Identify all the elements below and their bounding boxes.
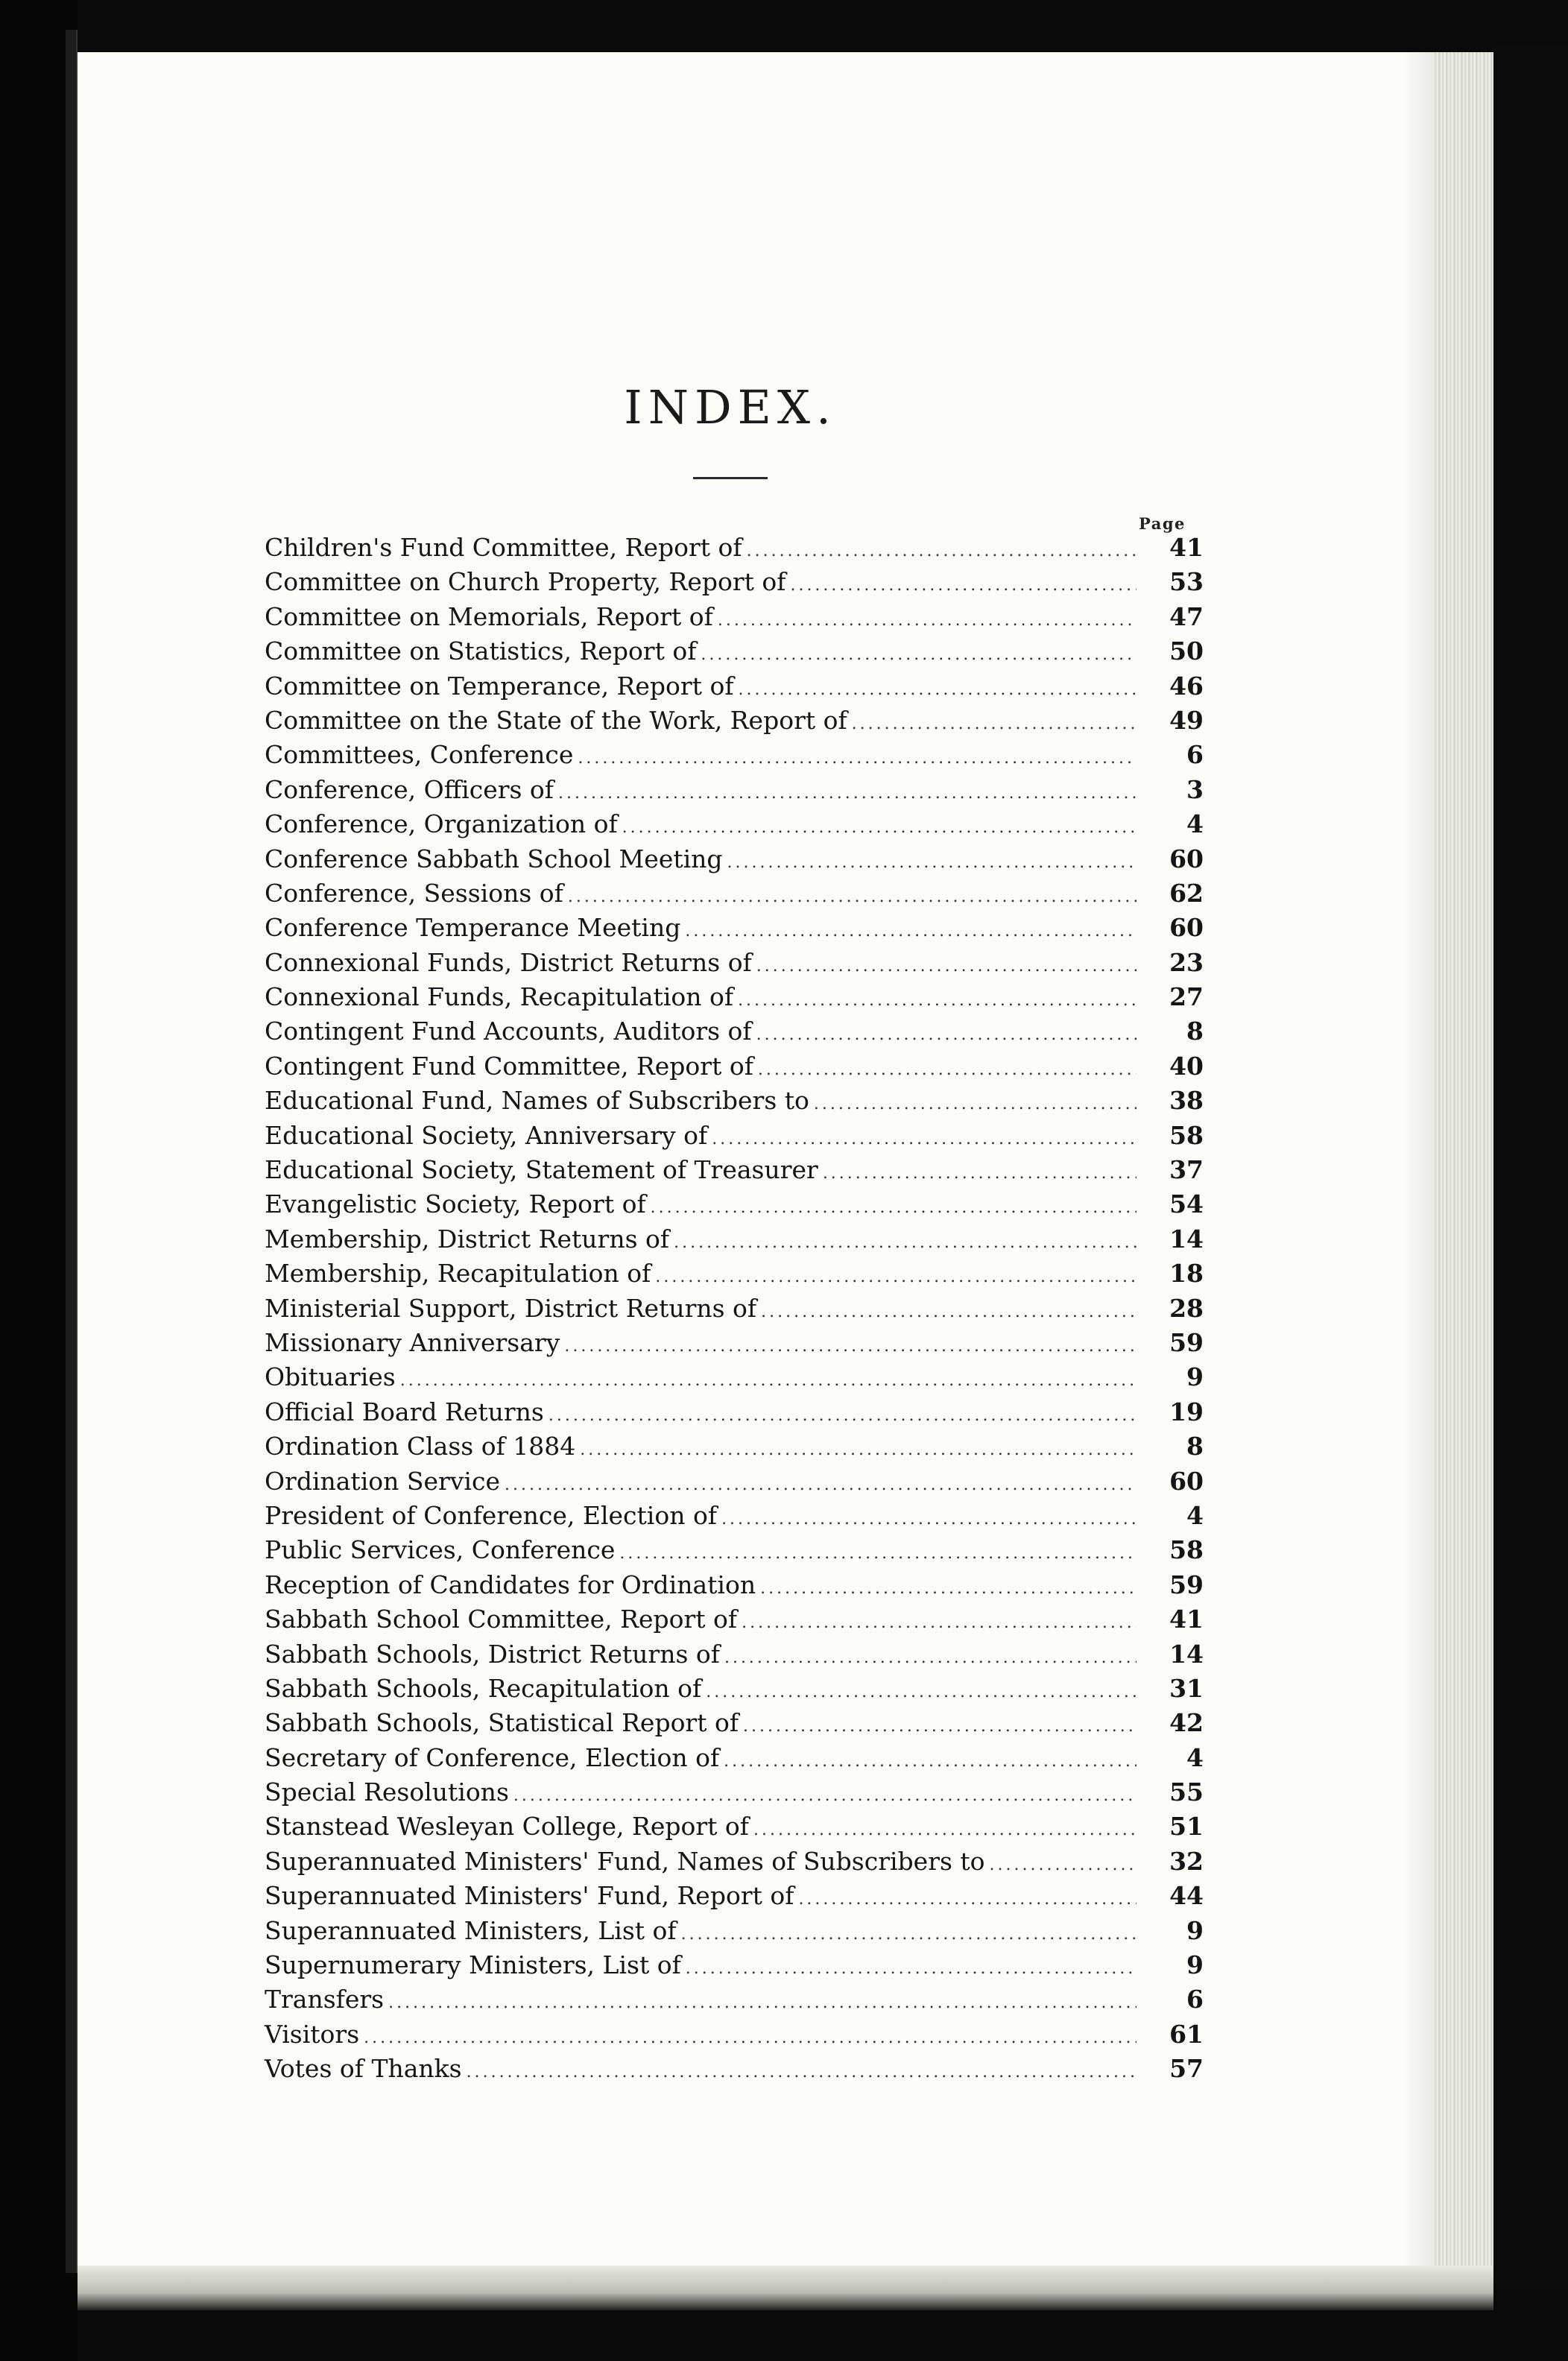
dot-leader xyxy=(823,1157,1137,1191)
index-entry-page: 14 xyxy=(1169,1639,1204,1669)
index-entry-label: Ordination Class of 1884 xyxy=(265,1432,576,1461)
index-entry xyxy=(265,1326,1204,1360)
dot-leader xyxy=(655,1260,1137,1295)
dot-leader xyxy=(756,1018,1137,1052)
index-entry-label: Public Services, Conference xyxy=(265,1535,616,1565)
index-entry-label: Ordination Service xyxy=(265,1466,500,1496)
index-entry-label: Sabbath Schools, Recapitulation of xyxy=(265,1673,702,1703)
index-entry-label: President of Conference, Election of xyxy=(265,1500,718,1530)
index-entry-page: 59 xyxy=(1169,1570,1204,1599)
index-entry-label: Obituaries xyxy=(265,1362,396,1392)
index-entry xyxy=(265,531,1204,565)
index-entry-page: 49 xyxy=(1169,705,1204,735)
dot-leader xyxy=(580,1433,1137,1467)
dot-leader xyxy=(758,1053,1137,1087)
index-entry-label: Transfers xyxy=(265,1985,385,2014)
index-entry-label: Educational Fund, Names of Subscribers to xyxy=(265,1086,809,1116)
dot-leader xyxy=(790,569,1137,603)
index-entry-page: 4 xyxy=(1186,1742,1204,1772)
index-entry-label: Conference, Sessions of xyxy=(265,878,563,908)
index-entry xyxy=(265,1084,1204,1118)
index-entry-page: 57 xyxy=(1169,2054,1204,2084)
index-entry-label: Superannuated Ministers' Fund, Report of xyxy=(265,1881,794,1911)
dot-leader xyxy=(467,2055,1137,2090)
index-entry-page: 3 xyxy=(1186,774,1204,804)
index-entry-page: 55 xyxy=(1169,1777,1204,1807)
index-entry-page: 44 xyxy=(1169,1881,1204,1911)
index-entry-label: Evangelistic Society, Report of xyxy=(265,1189,646,1219)
index-entry-page: 51 xyxy=(1169,1812,1204,1842)
index-entry-page: 19 xyxy=(1169,1397,1204,1426)
dot-leader xyxy=(761,1295,1137,1330)
dot-leader xyxy=(622,811,1137,845)
index-entry-page: 6 xyxy=(1186,740,1204,770)
index-entry-label: Educational Society, Statement of Treasurer xyxy=(265,1155,818,1185)
dot-leader xyxy=(549,1399,1137,1433)
index-entry xyxy=(265,1672,1204,1706)
index-entry-page: 9 xyxy=(1186,1950,1204,1980)
index-entry xyxy=(265,704,1204,738)
index-entry-page: 62 xyxy=(1169,878,1204,908)
dot-leader xyxy=(364,2021,1137,2055)
dot-leader xyxy=(513,1779,1137,1813)
index-entry-page: 38 xyxy=(1169,1086,1204,1116)
index-entry-label: Committees, Conference xyxy=(265,740,574,770)
index-entry-label: Contingent Fund Committee, Report of xyxy=(265,1051,753,1081)
index-entry-label: Reception of Candidates for Ordination xyxy=(265,1570,756,1599)
index-entry xyxy=(265,1292,1204,1326)
index-entry-page: 41 xyxy=(1169,1605,1204,1634)
index-entry xyxy=(265,1845,1204,1879)
index-entry-label: Superannuated Ministers, List of xyxy=(265,1915,677,1945)
index-entry xyxy=(265,1119,1204,1153)
index-entry-page: 14 xyxy=(1169,1224,1204,1254)
index-entry xyxy=(265,669,1204,704)
index-entry xyxy=(265,1429,1204,1464)
dot-leader xyxy=(738,984,1137,1018)
index-entry xyxy=(265,842,1204,876)
index-entry-page: 41 xyxy=(1169,533,1204,562)
index-entry-label: Official Board Returns xyxy=(265,1397,544,1426)
index-entry-label: Superannuated Ministers' Fund, Names of Subscribers to xyxy=(265,1846,985,1876)
index-entry xyxy=(265,1187,1204,1221)
dot-leader xyxy=(724,1641,1137,1675)
index-entry xyxy=(265,946,1204,980)
index-entry xyxy=(265,2052,1204,2086)
index-entry-page: 60 xyxy=(1169,1466,1204,1496)
index-entry-page: 61 xyxy=(1169,2019,1204,2049)
dot-leader xyxy=(798,1883,1137,1917)
index-entry xyxy=(265,738,1204,772)
index-entry-label: Secretary of Conference, Election of xyxy=(265,1742,720,1772)
index-entry-label: Conference, Organization of xyxy=(265,809,618,839)
dot-leader xyxy=(568,880,1137,914)
index-entry-page: 32 xyxy=(1169,1846,1204,1876)
index-entries xyxy=(265,531,1204,2087)
page-gutter-shadow xyxy=(1404,52,1434,2281)
index-entry xyxy=(265,773,1204,807)
stacked-page-edges xyxy=(1434,52,1493,2281)
index-entry xyxy=(265,807,1204,841)
index-entry xyxy=(265,1153,1204,1187)
index-entry-page: 60 xyxy=(1169,844,1204,873)
index-entry xyxy=(265,565,1204,599)
dot-leader xyxy=(706,1675,1137,1710)
index-entry-label: Missionary Anniversary xyxy=(265,1327,560,1357)
index-entry xyxy=(265,1879,1204,1913)
dot-leader xyxy=(760,1572,1137,1606)
dot-leader xyxy=(686,1952,1137,1986)
scan-right-border xyxy=(1493,45,1568,2288)
index-entry xyxy=(265,911,1204,945)
dot-leader xyxy=(727,846,1137,880)
page-column-heading: Page xyxy=(1139,514,1186,533)
dot-leader xyxy=(505,1468,1137,1502)
index-entry xyxy=(265,1706,1204,1740)
index-entry-page: 54 xyxy=(1169,1189,1204,1219)
index-entry xyxy=(265,1914,1204,1948)
index-entry xyxy=(265,1257,1204,1291)
index-entry-page: 4 xyxy=(1186,809,1204,839)
index-entry-label: Educational Society, Anniversary of xyxy=(265,1120,708,1150)
index-entry-page: 59 xyxy=(1169,1327,1204,1357)
page-bottom-edge xyxy=(78,2266,1493,2310)
dot-leader xyxy=(681,1918,1137,1952)
dot-leader xyxy=(400,1364,1137,1398)
index-entry-label: Children's Fund Committee, Report of xyxy=(265,533,742,562)
index-entry-label: Connexional Funds, District Returns of xyxy=(265,947,752,977)
index-entry-page: 58 xyxy=(1169,1535,1204,1565)
index-entry-label: Visitors xyxy=(265,2019,360,2049)
dot-leader xyxy=(747,534,1137,569)
dot-leader xyxy=(388,1986,1137,2020)
index-entry-label: Connexional Funds, Recapitulation of xyxy=(265,982,734,1012)
dot-leader xyxy=(619,1537,1137,1571)
title-rule xyxy=(693,477,768,479)
index-entry-label: Committee on Statistics, Report of xyxy=(265,636,697,666)
index-entry-page: 6 xyxy=(1186,1985,1204,2014)
dot-leader xyxy=(753,1813,1137,1848)
dot-leader xyxy=(990,1848,1137,1883)
index-entry xyxy=(265,600,1204,634)
dot-leader xyxy=(558,777,1137,811)
index-entry xyxy=(265,1360,1204,1394)
index-entry xyxy=(265,1464,1204,1499)
index-entry-label: Membership, Recapitulation of xyxy=(265,1259,651,1289)
index-entry-label: Supernumerary Ministers, List of xyxy=(265,1950,681,1980)
index-entry-page: 4 xyxy=(1186,1500,1204,1530)
index-entry xyxy=(265,1810,1204,1844)
index-entry-page: 60 xyxy=(1169,913,1204,943)
index-entry-label: Votes of Thanks xyxy=(265,2054,462,2084)
index-entry xyxy=(265,1568,1204,1602)
index-entry xyxy=(265,1637,1204,1672)
index-entry xyxy=(265,1049,1204,1084)
dot-leader xyxy=(721,1502,1137,1537)
index-entry-label: Conference Sabbath School Meeting xyxy=(265,844,723,873)
index-entry-label: Committee on Church Property, Report of xyxy=(265,567,786,597)
index-entry xyxy=(265,1982,1204,2017)
index-entry xyxy=(265,1948,1204,1982)
dot-leader xyxy=(739,673,1137,707)
index-entry-label: Ministerial Support, District Returns of xyxy=(265,1293,757,1323)
index-entry-page: 27 xyxy=(1169,982,1204,1012)
book-spine-edge xyxy=(66,30,78,2273)
index-entry-label: Conference, Officers of xyxy=(265,774,554,804)
index-entry xyxy=(265,634,1204,669)
index-entry-page: 31 xyxy=(1169,1673,1204,1703)
dot-leader xyxy=(743,1710,1137,1744)
index-entry-label: Conference Temperance Meeting xyxy=(265,913,681,943)
index-entry-label: Membership, District Returns of xyxy=(265,1224,670,1254)
dot-leader xyxy=(651,1191,1137,1225)
index-entry-label: Committee on Memorials, Report of xyxy=(265,601,713,631)
index-entry-page: 18 xyxy=(1169,1259,1204,1289)
dot-leader xyxy=(564,1330,1137,1364)
index-entry-label: Sabbath School Committee, Report of xyxy=(265,1605,738,1634)
dot-leader xyxy=(724,1745,1137,1779)
index-entry-label: Contingent Fund Accounts, Auditors of xyxy=(265,1017,752,1046)
index-entry-label: Sabbath Schools, District Returns of xyxy=(265,1639,720,1669)
index-entry xyxy=(265,1533,1204,1567)
index-entry-page: 53 xyxy=(1169,567,1204,597)
index-entry-page: 9 xyxy=(1186,1362,1204,1392)
index-entry-page: 42 xyxy=(1169,1708,1204,1738)
index-entry xyxy=(265,1602,1204,1637)
index-entry-page: 50 xyxy=(1169,636,1204,666)
index-entry-label: Sabbath Schools, Statistical Report of xyxy=(265,1708,739,1738)
index-entry-label: Committee on Temperance, Report of xyxy=(265,671,734,701)
index-entry-page: 23 xyxy=(1169,947,1204,977)
dot-leader xyxy=(814,1087,1137,1122)
dot-leader xyxy=(701,638,1137,672)
index-entry xyxy=(265,1499,1204,1533)
index-entry-page: 37 xyxy=(1169,1155,1204,1185)
index-entry-page: 46 xyxy=(1169,671,1204,701)
dot-leader xyxy=(674,1226,1137,1260)
page-title: INDEX. xyxy=(624,380,837,434)
dot-leader xyxy=(756,949,1137,984)
index-entry-label: Committee on the State of the Work, Report of xyxy=(265,705,847,735)
index-entry xyxy=(265,876,1204,911)
dot-leader xyxy=(685,914,1137,949)
index-entry-label: Stanstead Wesleyan College, Report of xyxy=(265,1812,750,1842)
index-entry-label: Special Resolutions xyxy=(265,1777,509,1807)
index-entry-page: 47 xyxy=(1169,601,1204,631)
dot-leader xyxy=(578,742,1137,776)
index-entry xyxy=(265,1222,1204,1257)
index-entry xyxy=(265,980,1204,1014)
index-entry-page: 8 xyxy=(1186,1432,1204,1461)
index-entry-page: 40 xyxy=(1169,1051,1204,1081)
index-entry xyxy=(265,1775,1204,1810)
index-entry xyxy=(265,1014,1204,1049)
index-entry-page: 28 xyxy=(1169,1293,1204,1323)
index-entry-page: 9 xyxy=(1186,1915,1204,1945)
dot-leader xyxy=(712,1122,1137,1157)
index-entry xyxy=(265,1395,1204,1429)
dot-leader xyxy=(718,604,1137,638)
index-entry-page: 8 xyxy=(1186,1017,1204,1046)
dot-leader xyxy=(742,1606,1137,1640)
index-entry-page: 58 xyxy=(1169,1120,1204,1150)
index-entry xyxy=(265,2017,1204,2052)
dot-leader xyxy=(852,707,1137,742)
index-entry xyxy=(265,1741,1204,1775)
